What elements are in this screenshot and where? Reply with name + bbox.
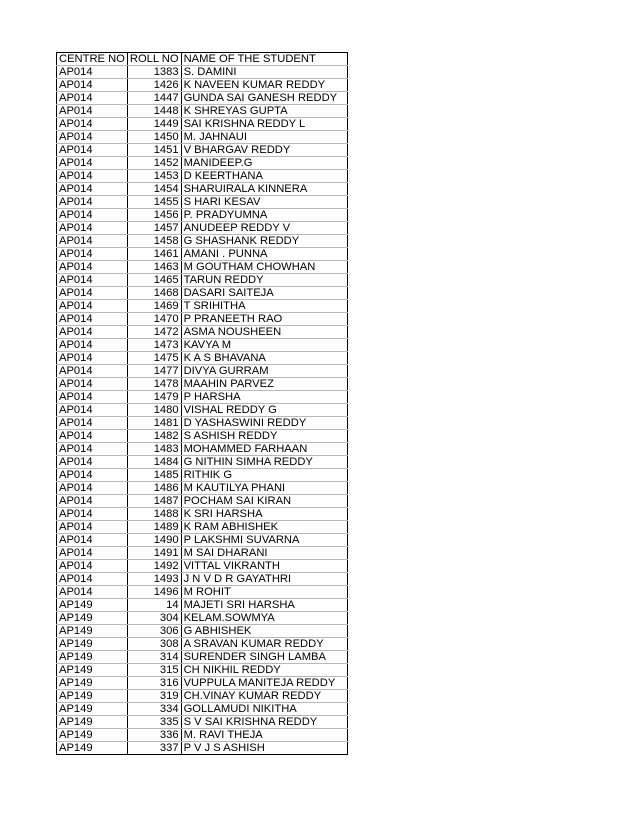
centre-no-cell: AP014 <box>57 105 128 118</box>
table-row <box>57 664 348 677</box>
student-name-cell: GUNDA SAI GANESH REDDY <box>181 92 347 105</box>
header-student-name: NAME OF THE STUDENT <box>181 53 347 66</box>
roll-no-cell: 1383 <box>127 66 181 79</box>
table-row <box>57 274 348 287</box>
centre-no-cell: AP014 <box>57 521 128 534</box>
roll-no-cell: 1468 <box>127 287 181 300</box>
student-name-cell: S V SAI KRISHNA REDDY <box>181 716 347 729</box>
roll-no-cell: 1488 <box>127 508 181 521</box>
student-name-cell: S HARI KESAV <box>181 196 347 209</box>
student-name-cell: P PRANEETH RAO <box>181 313 347 326</box>
student-name-cell: J N V D R GAYATHRI <box>181 573 347 586</box>
table-row <box>57 183 348 196</box>
student-name-cell: K SRI HARSHA <box>181 508 347 521</box>
roll-no-cell: 1483 <box>127 443 181 456</box>
student-name-cell: D KEERTHANA <box>181 170 347 183</box>
roll-no-cell: 1465 <box>127 274 181 287</box>
centre-no-cell: AP014 <box>57 365 128 378</box>
roll-no-cell: 1473 <box>127 339 181 352</box>
roll-no-cell: 1485 <box>127 469 181 482</box>
centre-no-cell: AP149 <box>57 612 128 625</box>
roll-no-cell: 1491 <box>127 547 181 560</box>
table-row <box>57 248 348 261</box>
roll-no-cell: 1447 <box>127 92 181 105</box>
roll-no-cell: 1458 <box>127 235 181 248</box>
roll-no-cell: 1482 <box>127 430 181 443</box>
roll-no-cell: 1451 <box>127 144 181 157</box>
table-row <box>57 300 348 313</box>
roll-no-cell: 1454 <box>127 183 181 196</box>
roll-no-cell: 316 <box>127 677 181 690</box>
centre-no-cell: AP014 <box>57 326 128 339</box>
student-name-cell: G ABHISHEK <box>181 625 347 638</box>
centre-no-cell: AP014 <box>57 118 128 131</box>
student-name-cell: G SHASHANK REDDY <box>181 235 347 248</box>
student-name-cell: V BHARGAV REDDY <box>181 144 347 157</box>
table-row <box>57 586 348 599</box>
roll-no-cell: 304 <box>127 612 181 625</box>
table-row <box>57 508 348 521</box>
centre-no-cell: AP014 <box>57 404 128 417</box>
centre-no-cell: AP014 <box>57 261 128 274</box>
table-row <box>57 391 348 404</box>
roll-no-cell: 1456 <box>127 209 181 222</box>
roll-no-cell: 1481 <box>127 417 181 430</box>
student-name-cell: AMANI . PUNNA <box>181 248 347 261</box>
student-name-cell: M. RAVI THEJA <box>181 729 347 742</box>
centre-no-cell: AP149 <box>57 729 128 742</box>
centre-no-cell: AP149 <box>57 716 128 729</box>
centre-no-cell: AP014 <box>57 443 128 456</box>
roll-no-cell: 1461 <box>127 248 181 261</box>
table-row <box>57 365 348 378</box>
student-name-cell: MAJETI SRI HARSHA <box>181 599 347 612</box>
centre-no-cell: AP149 <box>57 677 128 690</box>
table-row <box>57 170 348 183</box>
table-row <box>57 235 348 248</box>
table-row <box>57 729 348 742</box>
student-name-cell: CH NIKHIL REDDY <box>181 664 347 677</box>
roll-no-cell: 337 <box>127 742 181 755</box>
table-row <box>57 495 348 508</box>
roll-no-cell: 1452 <box>127 157 181 170</box>
roll-no-cell: 1489 <box>127 521 181 534</box>
student-name-cell: S ASHISH REDDY <box>181 430 347 443</box>
table-row <box>57 339 348 352</box>
centre-no-cell: AP014 <box>57 534 128 547</box>
table-row <box>57 144 348 157</box>
student-name-cell: M. JAHNAUI <box>181 131 347 144</box>
roll-no-cell: 334 <box>127 703 181 716</box>
student-name-cell: M ROHIT <box>181 586 347 599</box>
header-roll-no: ROLL NO <box>127 53 181 66</box>
centre-no-cell: AP014 <box>57 456 128 469</box>
student-list-table <box>56 52 348 755</box>
student-name-cell: DIVYA GURRAM <box>181 365 347 378</box>
roll-no-cell: 1479 <box>127 391 181 404</box>
roll-no-cell: 1486 <box>127 482 181 495</box>
roll-no-cell: 1426 <box>127 79 181 92</box>
roll-no-cell: 1477 <box>127 365 181 378</box>
table-row <box>57 651 348 664</box>
centre-no-cell: AP149 <box>57 625 128 638</box>
centre-no-cell: AP014 <box>57 495 128 508</box>
student-name-cell: MOHAMMED FARHAAN <box>181 443 347 456</box>
table-row <box>57 287 348 300</box>
centre-no-cell: AP014 <box>57 274 128 287</box>
centre-no-cell: AP014 <box>57 508 128 521</box>
centre-no-cell: AP014 <box>57 209 128 222</box>
student-name-cell: P. PRADYUMNA <box>181 209 347 222</box>
centre-no-cell: AP014 <box>57 222 128 235</box>
roll-no-cell: 314 <box>127 651 181 664</box>
table-row <box>57 404 348 417</box>
centre-no-cell: AP014 <box>57 586 128 599</box>
centre-no-cell: AP014 <box>57 144 128 157</box>
student-name-cell: M KAUTILYA PHANI <box>181 482 347 495</box>
centre-no-cell: AP014 <box>57 66 128 79</box>
table-row <box>57 716 348 729</box>
centre-no-cell: AP014 <box>57 469 128 482</box>
centre-no-cell: AP014 <box>57 482 128 495</box>
student-name-cell: MANIDEEP.G <box>181 157 347 170</box>
table-row <box>57 690 348 703</box>
roll-no-cell: 1457 <box>127 222 181 235</box>
centre-no-cell: AP014 <box>57 300 128 313</box>
student-name-cell: GOLLAMUDI NIKITHA <box>181 703 347 716</box>
table-row <box>57 326 348 339</box>
student-name-cell: K SHREYAS GUPTA <box>181 105 347 118</box>
centre-no-cell: AP014 <box>57 183 128 196</box>
student-name-cell: K A S BHAVANA <box>181 352 347 365</box>
student-name-cell: VITTAL VIKRANTH <box>181 560 347 573</box>
centre-no-cell: AP149 <box>57 664 128 677</box>
centre-no-cell: AP149 <box>57 651 128 664</box>
student-name-cell: M GOUTHAM CHOWHAN <box>181 261 347 274</box>
student-name-cell: P LAKSHMI SUVARNA <box>181 534 347 547</box>
roll-no-cell: 1475 <box>127 352 181 365</box>
table-row <box>57 482 348 495</box>
centre-no-cell: AP014 <box>57 92 128 105</box>
table-row <box>57 92 348 105</box>
student-name-cell: K NAVEEN KUMAR REDDY <box>181 79 347 92</box>
student-name-cell: G NITHIN SIMHA REDDY <box>181 456 347 469</box>
roll-no-cell: 1484 <box>127 456 181 469</box>
centre-no-cell: AP149 <box>57 742 128 755</box>
table-row <box>57 430 348 443</box>
centre-no-cell: AP014 <box>57 170 128 183</box>
roll-no-cell: 319 <box>127 690 181 703</box>
student-name-cell: P HARSHA <box>181 391 347 404</box>
table-row <box>57 547 348 560</box>
roll-no-cell: 1490 <box>127 534 181 547</box>
student-name-cell: SHARUIRALA KINNERA <box>181 183 347 196</box>
roll-no-cell: 1470 <box>127 313 181 326</box>
centre-no-cell: AP014 <box>57 235 128 248</box>
table-row <box>57 79 348 92</box>
roll-no-cell: 336 <box>127 729 181 742</box>
student-name-cell: VUPPULA MANITEJA REDDY <box>181 677 347 690</box>
table-row <box>57 521 348 534</box>
student-name-cell: ANUDEEP REDDY V <box>181 222 347 235</box>
centre-no-cell: AP014 <box>57 573 128 586</box>
header-centre-no: CENTRE NO <box>57 53 128 66</box>
centre-no-cell: AP014 <box>57 157 128 170</box>
student-name-cell: MAAHIN PARVEZ <box>181 378 347 391</box>
roll-no-cell: 1449 <box>127 118 181 131</box>
table-row <box>57 573 348 586</box>
header-row <box>57 53 348 66</box>
student-name-cell: POCHAM SAI KIRAN <box>181 495 347 508</box>
centre-no-cell: AP014 <box>57 131 128 144</box>
roll-no-cell: 1493 <box>127 573 181 586</box>
centre-no-cell: AP014 <box>57 417 128 430</box>
student-list-body <box>57 53 348 755</box>
student-name-cell: RITHIK G <box>181 469 347 482</box>
student-name-cell: SAI KRISHNA REDDY L <box>181 118 347 131</box>
table-row <box>57 222 348 235</box>
table-row <box>57 378 348 391</box>
table-row <box>57 443 348 456</box>
roll-no-cell: 308 <box>127 638 181 651</box>
table-row <box>57 703 348 716</box>
table-row <box>57 105 348 118</box>
table-row <box>57 261 348 274</box>
student-name-cell: ASMA NOUSHEEN <box>181 326 347 339</box>
centre-no-cell: AP149 <box>57 638 128 651</box>
student-name-cell: D YASHASWINI REDDY <box>181 417 347 430</box>
centre-no-cell: AP149 <box>57 599 128 612</box>
table-row <box>57 560 348 573</box>
roll-no-cell: 14 <box>127 599 181 612</box>
roll-no-cell: 1448 <box>127 105 181 118</box>
table-row <box>57 313 348 326</box>
table-row <box>57 534 348 547</box>
student-name-cell: VISHAL REDDY G <box>181 404 347 417</box>
table-row <box>57 352 348 365</box>
centre-no-cell: AP149 <box>57 690 128 703</box>
roll-no-cell: 1463 <box>127 261 181 274</box>
table-row <box>57 638 348 651</box>
roll-no-cell: 1450 <box>127 131 181 144</box>
table-row <box>57 196 348 209</box>
table-row <box>57 742 348 755</box>
centre-no-cell: AP014 <box>57 287 128 300</box>
centre-no-cell: AP014 <box>57 352 128 365</box>
table-row <box>57 131 348 144</box>
roll-no-cell: 306 <box>127 625 181 638</box>
table-row <box>57 625 348 638</box>
student-name-cell: T SRIHITHA <box>181 300 347 313</box>
roll-no-cell: 1492 <box>127 560 181 573</box>
student-name-cell: TARUN REDDY <box>181 274 347 287</box>
student-name-cell: DASARI SAITEJA <box>181 287 347 300</box>
table-row <box>57 66 348 79</box>
centre-no-cell: AP014 <box>57 339 128 352</box>
roll-no-cell: 1487 <box>127 495 181 508</box>
table-row <box>57 456 348 469</box>
roll-no-cell: 1469 <box>127 300 181 313</box>
centre-no-cell: AP014 <box>57 560 128 573</box>
roll-no-cell: 1453 <box>127 170 181 183</box>
roll-no-cell: 1496 <box>127 586 181 599</box>
centre-no-cell: AP014 <box>57 79 128 92</box>
table-row <box>57 157 348 170</box>
roll-no-cell: 315 <box>127 664 181 677</box>
table-row <box>57 209 348 222</box>
roll-no-cell: 1472 <box>127 326 181 339</box>
table-row <box>57 599 348 612</box>
student-name-cell: A SRAVAN KUMAR REDDY <box>181 638 347 651</box>
centre-no-cell: AP014 <box>57 248 128 261</box>
student-name-cell: M SAI DHARANI <box>181 547 347 560</box>
student-name-cell: P V J S ASHISH <box>181 742 347 755</box>
roll-no-cell: 1480 <box>127 404 181 417</box>
student-name-cell: CH.VINAY KUMAR REDDY <box>181 690 347 703</box>
student-name-cell: SURENDER SINGH LAMBA <box>181 651 347 664</box>
centre-no-cell: AP014 <box>57 313 128 326</box>
centre-no-cell: AP014 <box>57 378 128 391</box>
roll-no-cell: 335 <box>127 716 181 729</box>
centre-no-cell: AP014 <box>57 196 128 209</box>
roll-no-cell: 1478 <box>127 378 181 391</box>
centre-no-cell: AP014 <box>57 391 128 404</box>
centre-no-cell: AP014 <box>57 547 128 560</box>
student-name-cell: K RAM ABHISHEK <box>181 521 347 534</box>
roll-no-cell: 1455 <box>127 196 181 209</box>
table-row <box>57 469 348 482</box>
table-row <box>57 677 348 690</box>
table-row <box>57 612 348 625</box>
student-name-cell: KAVYA M <box>181 339 347 352</box>
centre-no-cell: AP014 <box>57 430 128 443</box>
student-name-cell: S. DAMINI <box>181 66 347 79</box>
centre-no-cell: AP149 <box>57 703 128 716</box>
table-row <box>57 417 348 430</box>
table-row <box>57 118 348 131</box>
student-name-cell: KELAM.SOWMYA <box>181 612 347 625</box>
